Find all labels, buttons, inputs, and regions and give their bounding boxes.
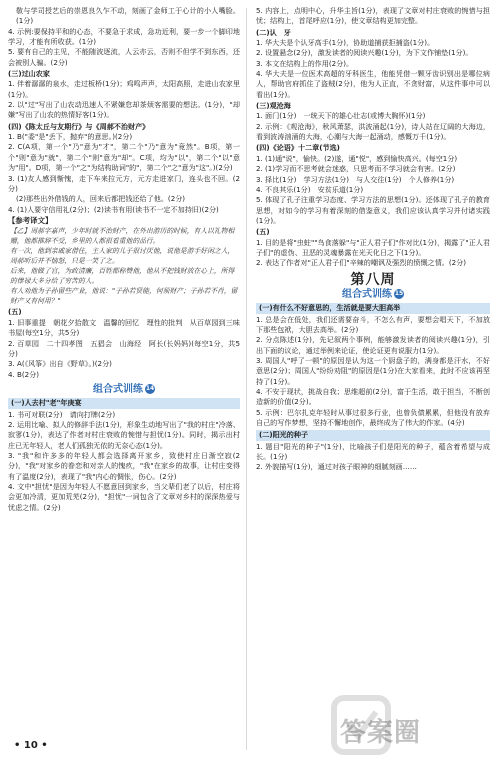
section-heading: (五) bbox=[256, 227, 270, 237]
answer-line: 2. 示例：《观沧海》，秋风萧瑟，洪波涌起(1分)，诗人站在辽阔的大海边，看到波涛汹涌的大海，心潮与大海一起涌动，感慨万千(1分)。 bbox=[256, 121, 490, 142]
answer-line: 4. 华大夫是一位医术高超的牙科医生，他能凭借一颗牙齿识别出是哪位病人，帮助官府抓住了盗贼(2分)，他为人正直，不贪财富，从这件事中可以看出(1分)。 bbox=[256, 69, 490, 99]
answer-line: 5. 内容上，点明中心，升华主旨(1分)，表现了文章对村庄衰败的惋惜与担忧；结构上，首尾呼应(1分)，使文章结构更加完整。 bbox=[256, 6, 490, 26]
answer-line: 2. 运用比喻、拟人的修辞手法(1分)，形象生动地写出了"我的村庄"冷落、寂寥(1分)，表达了作者对村庄衰败的惋惜与担忧(1分)。同时，揭示出村庄已无年轻人，老人们孤独无依的无奈心态(1分)。 bbox=[8, 419, 240, 450]
answer-line: 3. "我"和许多多的年轻人都会选择离开家乡，致使村庄日渐空寂(2分)，"我"对家乡的眷恋和对亲人的愧疚，"我"在家乡的故事，让村庄变得有了温度(2分)，表现了"我"内心的惆怅，伤心。(2分) bbox=[8, 450, 240, 481]
watermark-text: 答案圈 bbox=[340, 718, 422, 748]
answer-line: 1. 华大夫是个认牙高手(1分)，协助道捕获拒捕盗(1分)。 bbox=[256, 38, 435, 48]
answer-line: 4. 不安于现状，挑战自我；思维超前(2分)，富于生活，敢于担当，不断创造新的价值(2分)。 bbox=[256, 387, 490, 407]
answer-line: 2. C(A项，第一个"乃"意为"才"，第二个"乃"意为"竟然"。B项，第一个"则"意为"就"，第二个"则"意为"却"。C项，均为"以"，第二个"以"意为"用"。D项，第一个"之"为结构助词"的"，第二个"之"意为"这"。)(2分) bbox=[8, 142, 240, 173]
answer-line: 2. 外貌描写(1分)，通过对孩子眼神的细腻刻画…… bbox=[256, 462, 417, 472]
section-heading: (二)认 牙 bbox=[256, 27, 291, 37]
page-number: • 10 • bbox=[14, 740, 48, 751]
section-heading: (一)有什么不好意思的，生活就是要大胆高举 bbox=[256, 303, 490, 313]
answer-line: 2. 百草园 二十四孝图 五猖会 山海经 阿长(长妈妈)(每空1分，共5分) bbox=[8, 338, 240, 358]
translation-line: 有一次，他到亲戚家借住，主人家的儿子很讨厌他，说他是游手好闲之人，周郝听后并不恼怒，只是一笑了之。 bbox=[10, 247, 235, 265]
answer-line: 2. 分点陈述(1分)，先记叙两个事例，能够激发读者的阅读兴趣(1分)，引出下面的议论，通过举例来论证，使论证更有说服力(1分)。 bbox=[256, 335, 490, 355]
answer-line: 3. 周国人"呼了一顿"的原因是认为这一个厨盘子的，满身都是汗水，不好意思(2分)；周国人"纷纷劝阻"的原因是(1分)在大家看来，此时不应该再坚持了(1分)。 bbox=[256, 356, 490, 386]
answer-line: 3. A(《风筝》出自《野草》。)(2分) bbox=[8, 359, 112, 369]
answer-line: 2. 表达了作者对"正人君子们"辛辣的嘲讽及强烈的愤慨之情。(2分) bbox=[256, 258, 467, 268]
answer-line: 1. 题目"阳光的种子"(1分)，比喻孩子们是阳光的种子，蕴含着希望与成长。(1分) bbox=[256, 441, 490, 462]
answer-line: 5. 体现了孔子注重学习态度、学习方法的思想(1分)。还体现了孔子的教育思想，对如今的学习有着深刻的借鉴意义，我们应该认真学习并付诸实践(1分)。 bbox=[256, 195, 490, 225]
answer-line: 3. 本文在结构上的作用(2分)。 bbox=[256, 58, 354, 68]
answer-line: 4. 示例:要保持平和的心态，不要急于求成，急功近利，要一步一个脚印地学习，才能有所收获。(1分) bbox=[8, 26, 240, 47]
column-divider bbox=[246, 8, 247, 750]
translation-line: 后来，他做了官，为政清廉，百姓都称赞他，他从不把钱财放在心上，所得的俸禄大多分给了穷苦的人。 bbox=[10, 266, 235, 285]
answer-line: 4. 不良其乐(1分) 安贫乐道(1分) bbox=[256, 184, 364, 194]
answer-line: 敬与学司授艺后的崇恩良久乍不动，刻画了金师工于心计的小人嘴脸。(1分) bbox=[16, 6, 240, 26]
section-title-14 bbox=[8, 384, 240, 395]
answer-line: 2. 设置悬念(2分)，激发读者的阅读兴趣(1分)，为下文作铺垫(1分)。 bbox=[256, 48, 473, 58]
translation-line: 【乙】周郝字嘉声，少年时就不治财产，在外出游历的时候，有人以礼物相赠，他都推辞不受，乡里的人都很看重他的品行。 bbox=[10, 227, 235, 246]
section-title-15-badge: 15 bbox=[394, 289, 404, 297]
section-heading: (五) bbox=[8, 307, 22, 317]
answer-line: 3. 择比(1分) 学习方法(1分) 与人交往(1分) 个人修养(1分) bbox=[256, 174, 455, 184]
section-title-14-text: 组合式训练 bbox=[93, 383, 143, 395]
answer-line: 5. 示例：巴尔扎克年轻时从事过很多行业，也曾负债累累，但他没有放弃自己的写作梦想，坚持不懈地创作，最终成为了伟大的作家。(4分) bbox=[256, 407, 490, 428]
section-heading: (一)人去村"老"年庚宴 bbox=[8, 398, 240, 408]
section-heading: (三)观沧海 bbox=[256, 101, 291, 111]
answer-line: 2. (1)学习而不思考就会迷惑，只思考而不学习就会有害。(2分) bbox=[256, 164, 456, 174]
answer-line: 4. 文中"担忧"是因为年轻人不愿意回到家乡，当父辈们老了以后，村庄将会更加冷清，更加荒芜(2分)，"担忧"一词包含了文章对乡村的深深热爱与忧虑之情。(2分) bbox=[8, 481, 240, 512]
answer-line: 2. 以"过"写出了山农动迅速人不紧嫌怠却茶烦客需要的想法。(1分)，"却嫌"写出了山农的热情好客(1分)。 bbox=[8, 100, 240, 120]
answer-line: 5. 要有自己的主见，不能随波逐流，人云亦云，否则不但学不到东西，还会被别人骗。(2分) bbox=[8, 47, 240, 67]
section-title-15 bbox=[256, 289, 490, 300]
answer-line: 【参考译文】 bbox=[8, 215, 53, 225]
answer-line: 1. 书可对联(2分) 请向打牌(2分) bbox=[8, 409, 116, 419]
answer-line: 1. 面门(1分) 一统天下的雄心壮志(或博大胸怀)(1分) bbox=[256, 111, 426, 121]
week-title: 第八周 bbox=[350, 271, 396, 288]
answer-line: 3. (1)友人感到惭愧，走下车来拉元方，元方走进家门，连头也不回。(2分) bbox=[8, 173, 240, 193]
section-title-14-badge: 14 bbox=[145, 384, 155, 392]
answer-line: 4. B(2分) bbox=[8, 369, 40, 379]
section-heading: (四)《论语》十二章(节选) bbox=[256, 143, 340, 153]
left-column bbox=[8, 6, 240, 513]
answer-line: 1. 旧事重提 朝花夕拾散文 温馨的回忆 理性的批判 从百草园到三味书屋(每空1分，共5分) bbox=[8, 317, 240, 338]
right-column bbox=[256, 6, 490, 473]
section-heading: (二)阳光的种子 bbox=[256, 430, 490, 440]
section-heading: (四)《陈太丘与友期行》与《周郝不治财产》 bbox=[8, 121, 150, 131]
answer-line: 1. (1)通"说"，愉快。(2)遂，通"悦"，感到愉快高兴。(每空1分) bbox=[256, 153, 458, 163]
section-heading: (三)过山农家 bbox=[8, 69, 50, 79]
answer-line: 4. (1)人要守信用礼(2分)；(2)读书有用(读书不一定不加持旧)(2分) bbox=[8, 204, 219, 214]
answer-line: 1. 目的是将"虫蛀""鸟食落躲"与"正人君子们"作对比(1分)，揭露了"正人君子们"的虚伪、丑恶的灵魂暴露在光天化日之下(1分)。 bbox=[256, 237, 490, 257]
answer-line: 1. 总是会在低处，我们还需要奋斗，不怎么有声，要想会唱天下，不加放下那些包袱，大胆去高举。(2分) bbox=[256, 314, 490, 334]
answer-line: (2)那些出外借钱的人，回来后都把钱还给了他。(2分) bbox=[16, 194, 186, 204]
translation-line: 有人劝他为子孙留些产业，他说："子孙若贤能，何须财产；子孙若不肖，留财产又有何用？" bbox=[10, 286, 238, 305]
answer-line: 1. B("委"是"丢下，抛弃"的意思。)(2分) bbox=[8, 132, 133, 142]
section-title-15-text: 组合式训练 bbox=[342, 288, 392, 300]
answer-line: 1. 伴着潺潺的泉水，走过板桥(1分)；鸡鸣声声，太阳高照，走进山农家里(1分)。 bbox=[8, 79, 240, 99]
